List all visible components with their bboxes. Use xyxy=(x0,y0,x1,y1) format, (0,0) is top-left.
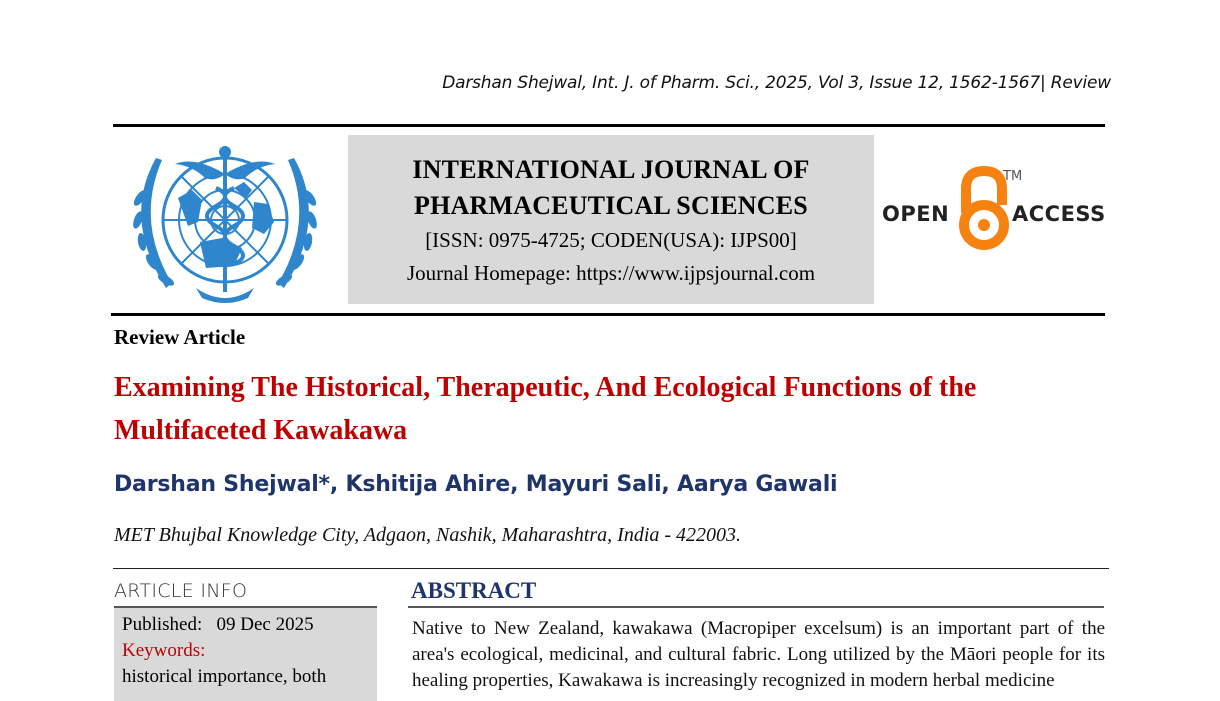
published-row xyxy=(122,612,377,638)
abstract-heading: ABSTRACT xyxy=(411,578,537,603)
journal-name-line1: INTERNATIONAL JOURNAL OF xyxy=(412,155,810,184)
journal-name-line2: PHARMACEUTICAL SCIENCES xyxy=(414,191,808,220)
open-access-right-label: ACCESS xyxy=(1012,202,1106,226)
running-head-citation: Darshan Shejwal, Int. J. of Pharm. Sci., 2025, Vol 3, Issue 12, 1562-1567| Review xyxy=(442,73,1111,93)
article-info-box xyxy=(114,606,377,701)
journal-issn: [ISSN: 0975-4725; CODEN(USA): IJPS00] xyxy=(425,228,797,252)
author-list: Darshan Shejwal*, Kshitija Ahire, Mayuri Sali, Aarya Gawali xyxy=(114,472,838,497)
journal-homepage-link[interactable]: Journal Homepage: https://www.ijpsjournal.com xyxy=(406,261,816,285)
trademark-mark: TM xyxy=(1003,169,1023,184)
article-type-label: Review Article xyxy=(114,325,246,349)
abstract-body: Native to New Zealand, kawakawa (Macropiper excelsum) is an important part of the area's ecological, medicinal, and cultural fabric. Long utilized by the Māori people for its healing properties, Kawakawa is increasingly recognized in modern herbal medicine xyxy=(412,618,1105,691)
caduceus-globe-wreath-icon xyxy=(126,138,324,306)
journal-masthead-box xyxy=(348,135,874,304)
author-affiliation: MET Bhujbal Knowledge City, Adgaon, Nashik, Maharashtra, India - 422003. xyxy=(114,524,742,546)
keywords-text: historical importance, both xyxy=(122,666,327,687)
article-info-heading: ARTICLE INFO xyxy=(114,580,248,602)
article-title xyxy=(114,366,1114,452)
open-access-left-label: OPEN xyxy=(882,202,950,226)
abstract-heading-rule xyxy=(408,606,1104,608)
published-label: Published: xyxy=(122,614,203,635)
section-divider xyxy=(113,568,1109,569)
journal-logo xyxy=(126,138,324,306)
masthead-bottom-rule xyxy=(111,313,1105,316)
published-date: 09 Dec 2025 xyxy=(216,614,314,635)
keywords-label: Keywords: xyxy=(122,640,206,661)
open-access-badge xyxy=(880,165,1110,255)
article-title-line1: Examining The Historical, Therapeutic, And Ecological Functions of the xyxy=(114,372,977,403)
masthead-top-rule xyxy=(113,124,1105,127)
article-title-line2: Multifaceted Kawakawa xyxy=(114,415,408,446)
